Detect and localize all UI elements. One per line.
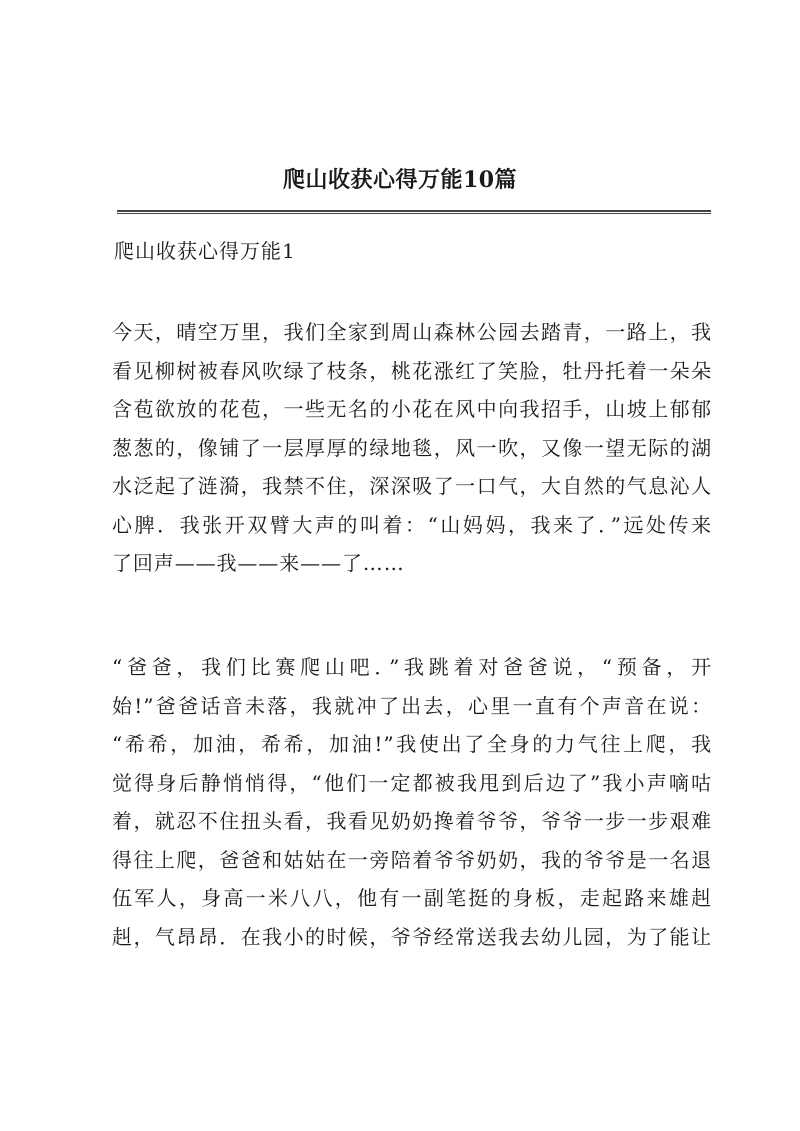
paragraph-line: 赳，气昂昂．在我小的时候，爷爷经常送我去幼儿园，为了能让 [112,924,712,949]
paragraph-line: 心脾．我张开双臂大声的叫着：“山妈妈，我来了．”远处传来 [112,512,712,537]
title-divider [117,210,711,214]
paragraph-line: 葱葱的，像铺了一层厚厚的绿地毯，风一吹，又像一望无际的湖 [112,435,712,460]
paragraph-line: “希希，加油，希希，加油!”我使出了全身的力气往上爬，我 [112,732,712,756]
paragraph-1 [112,313,712,583]
paragraph-line: 伍军人，身高一米八八，他有一副笔挺的身板，走起路来雄赳 [112,886,712,910]
paragraph-line: 始!”爸爸话音未落，我就冲了出去，心里一直有个声音在说： [112,693,712,718]
paragraph-line: 着，就忍不住扭头看，我看见奶奶搀着爷爷，爷爷一步一步艰难 [112,809,712,833]
section-heading: 爬山收获心得万能1 [114,239,296,263]
paragraph-line: 含苞欲放的花苞，一些无名的小花在风中向我招手，山坡上郁郁 [112,397,712,421]
document-title: 爬山收获心得万能10篇 [282,167,518,193]
paragraph-line: “爸爸，我们比赛爬山吧．”我跳着对爸爸说，“预备，开 [112,655,712,679]
paragraph-line: 水泛起了涟漪，我禁不住，深深吸了一口气，大自然的气息沁人 [112,474,712,498]
paragraph-2 [112,648,712,956]
paragraph-line: 觉得身后静悄悄得，“他们一定都被我甩到后边了”我小声嘀咕 [112,770,712,795]
paragraph-line: 了回声——我——来——了…… [112,551,405,575]
paragraph-line: 今天，晴空万里，我们全家到周山森林公园去踏青，一路上，我 [112,320,712,344]
paragraph-line: 得往上爬，爸爸和姑姑在一旁陪着爷爷奶奶，我的爷爷是一名退 [112,847,712,872]
paragraph-line: 看见柳树被春风吹绿了枝条，桃花涨红了笑脸，牡丹托着一朵朵 [112,358,712,383]
